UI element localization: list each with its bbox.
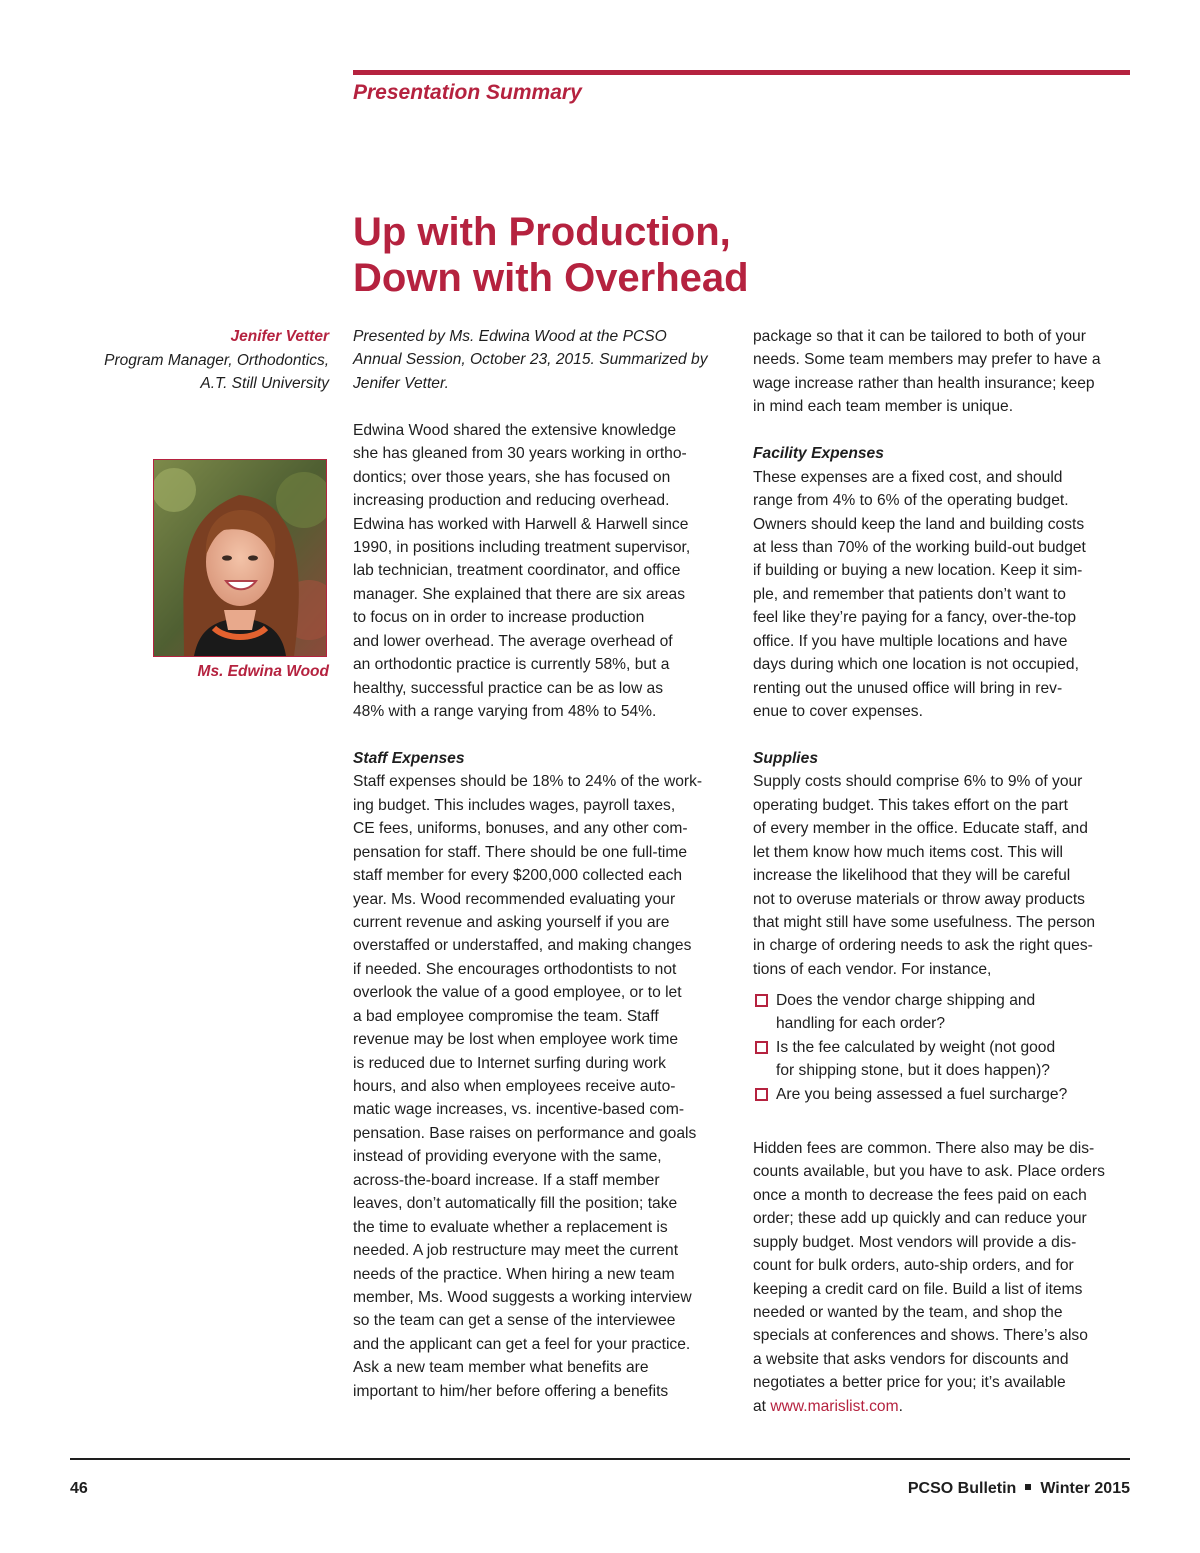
body-line: once a month to decrease the fees paid on each: [753, 1186, 1087, 1204]
body-line: renting out the unused office will bring in rev-: [753, 679, 1063, 697]
body-line: an orthodontic practice is currently 58%, but a: [353, 656, 670, 674]
body-line: keeping a credit card on file. Build a list of items: [753, 1280, 1083, 1298]
body-line: range from 4% to 6% of the operating budget.: [753, 492, 1069, 510]
body-line: dontics; over those years, she has focused on: [353, 468, 671, 486]
body-line: count for bulk orders, auto-ship orders, and for: [753, 1257, 1074, 1275]
body-line: member, Ms. Wood suggests a working interview: [353, 1288, 692, 1306]
paragraph-gap: [353, 395, 733, 418]
column-middle: [353, 325, 733, 1403]
square-separator-icon: [1025, 1484, 1031, 1490]
intro-line: Presented by Ms. Edwina Wood at the PCSO: [353, 328, 667, 345]
body-line: pensation. Base raises on performance and goals: [353, 1124, 697, 1142]
body-line: not to overuse materials or throw away products: [753, 890, 1085, 908]
staff-expenses-heading: Staff Expenses: [353, 749, 465, 767]
list-item-text: Are you being assessed a fuel surcharge?: [776, 1085, 1068, 1103]
body-line: Hidden fees are common. There also may be dis-: [753, 1139, 1095, 1157]
body-line: so the team can get a sense of the interviewee: [353, 1312, 676, 1330]
body-line: healthy, successful practice can be as low as: [353, 679, 664, 697]
body-line: in mind each team member is unique.: [753, 398, 1014, 416]
body-line: and lower overhead. The average overhead of: [353, 632, 673, 650]
body-line: operating budget. This takes effort on the part: [753, 796, 1068, 814]
body-line: specials at conferences and shows. There’s also: [753, 1327, 1088, 1345]
marislist-link[interactable]: www.marislist.com: [770, 1397, 899, 1415]
body-line: order; these add up quickly and can reduce your: [753, 1210, 1087, 1228]
body-line: important to him/her before offering a benefits: [353, 1382, 669, 1400]
body-line: feel like they’re paying for a fancy, over-the-top: [753, 609, 1077, 627]
portrait-photo: [153, 459, 327, 657]
body-line: pensation for staff. There should be one full-time: [353, 843, 688, 861]
body-line: wage increase rather than health insurance; keep: [753, 374, 1095, 392]
body-line: current revenue and asking yourself if you are: [353, 913, 670, 931]
list-item: [753, 1083, 1133, 1106]
body-line: a bad employee compromise the team. Staff: [353, 1007, 659, 1025]
list-item-text: for shipping stone, but it does happen)?: [776, 1062, 1050, 1080]
body-line: needed. A job restructure may meet the current: [353, 1242, 679, 1260]
page-number: 46: [70, 1480, 88, 1497]
body-line: days during which one location is not occupied,: [753, 656, 1079, 674]
author-role: Program Manager, Orthodontics,: [104, 351, 329, 369]
issue-name: Winter 2015: [1040, 1480, 1130, 1497]
body-line: if needed. She encourages orthodontists to not: [353, 960, 677, 978]
paragraph-gap: [753, 1113, 1133, 1136]
list-item-text: Does the vendor charge shipping and: [776, 991, 1036, 1009]
photo-caption: Ms. Edwina Wood: [197, 663, 329, 680]
list-item-text: handling for each order?: [776, 1015, 946, 1033]
header-rule: [353, 70, 1130, 75]
body-line: [753, 1395, 1133, 1418]
body-line: Edwina has worked with Harwell & Harwell since: [353, 515, 689, 533]
body-line: negotiates a better price for you; it’s available: [753, 1374, 1066, 1392]
body-line: CE fees, uniforms, bonuses, and any other com-: [353, 820, 688, 838]
body-line: and the applicant can get a feel for your practice.: [353, 1335, 691, 1353]
body-line: counts available, but you have to ask. Place orders: [753, 1163, 1105, 1181]
body-line: lab technician, treatment coordinator, and office: [353, 562, 681, 580]
body-line: Staff expenses should be 18% to 24% of the work-: [353, 773, 703, 791]
facility-expenses-heading: Facility Expenses: [753, 445, 884, 463]
body-line: is reduced due to Internet surfing during work: [353, 1054, 666, 1072]
body-line: Ask a new team member what benefits are: [353, 1359, 649, 1377]
body-line: needs of the practice. When hiring a new team: [353, 1265, 675, 1283]
body-line: to focus on in order to increase production: [353, 609, 645, 627]
paragraph-gap: [753, 723, 1133, 746]
intro-line: Annual Session, October 23, 2015. Summarized by: [353, 351, 708, 369]
intro-line: Jenifer Vetter.: [353, 374, 449, 392]
footer-rule: [70, 1458, 1130, 1460]
author-byline: [39, 325, 329, 396]
list-gap: [753, 1106, 1133, 1114]
body-line: let them know how much items cost. This will: [753, 843, 1063, 861]
body-line: matic wage increases, vs. incentive-based com-: [353, 1101, 685, 1119]
body-line: that might still have some usefulness. The person: [753, 913, 1096, 931]
body-line: 1990, in positions including treatment supervisor,: [353, 538, 691, 556]
body-line: Owners should keep the land and building costs: [753, 515, 1085, 533]
body-line: leaves, don’t automatically fill the position; take: [353, 1195, 678, 1213]
list-item: [753, 989, 1133, 1036]
body-line: manager. She explained that there are six areas: [353, 585, 686, 603]
author-affiliation: A.T. Still University: [200, 375, 329, 392]
list-gap: [753, 981, 1133, 989]
section-label: Presentation Summary: [353, 81, 582, 104]
body-line: she has gleaned from 30 years working in ortho-: [353, 445, 687, 463]
publication-name: PCSO Bulletin: [907, 1480, 1017, 1497]
body-line: increasing production and reducing overhead.: [353, 492, 670, 510]
body-line: office. If you have multiple locations and have: [753, 632, 1068, 650]
body-line: if building or buying a new location. Keep it sim-: [753, 562, 1083, 580]
body-line: overlook the value of a good employee, or to let: [353, 984, 682, 1002]
body-line: ing budget. This includes wages, payroll taxes,: [353, 796, 676, 814]
final-line-prefix: at: [753, 1397, 771, 1415]
supplies-heading: Supplies: [753, 749, 818, 767]
body-line: These expenses are a fixed cost, and should: [753, 468, 1063, 486]
article-title: [353, 209, 1113, 301]
body-line: the time to evaluate whether a replacement is: [353, 1218, 668, 1236]
body-line: needs. Some team members may prefer to have a: [753, 351, 1101, 369]
author-name: Jenifer Vetter: [230, 328, 329, 345]
body-line: instead of providing everyone with the same,: [353, 1148, 662, 1166]
body-line: supply budget. Most vendors will provide a dis-: [753, 1233, 1077, 1251]
body-line: Edwina Wood shared the extensive knowledge: [353, 421, 677, 439]
body-line: a website that asks vendors for discounts and: [753, 1350, 1069, 1368]
final-line-suffix: .: [898, 1397, 903, 1415]
paragraph-gap: [353, 723, 733, 746]
body-line: increase the likelihood that they will be careful: [753, 867, 1071, 885]
body-line: year. Ms. Wood recommended evaluating your: [353, 890, 676, 908]
title-line: Down with Overhead: [353, 256, 749, 300]
body-line: needed or wanted by the team, and shop the: [753, 1303, 1063, 1321]
body-line: revenue may be lost when employee work time: [353, 1031, 679, 1049]
list-item-text: Is the fee calculated by weight (not good: [776, 1038, 1056, 1056]
square-bullet-icon: [755, 1088, 768, 1101]
body-line: enue to cover expenses.: [753, 703, 923, 720]
body-line: ple, and remember that patients don’t want to: [753, 585, 1066, 603]
body-line: staff member for every $200,000 collected each: [353, 867, 683, 885]
body-line: 48% with a range varying from 48% to 54%.: [353, 703, 657, 720]
paragraph-gap: [753, 419, 1133, 442]
body-line: in charge of ordering needs to ask the right ques-: [753, 937, 1093, 955]
column-right: [753, 325, 1133, 1418]
body-line: Supply costs should comprise 6% to 9% of your: [753, 773, 1083, 791]
body-line: package so that it can be tailored to both of your: [753, 328, 1086, 345]
body-line: across-the-board increase. If a staff member: [353, 1171, 660, 1189]
list-item: [753, 1036, 1133, 1083]
square-bullet-icon: [755, 1041, 768, 1054]
body-line: tions of each vendor. For instance,: [753, 960, 992, 978]
body-line: at less than 70% of the working build-out budget: [753, 538, 1086, 556]
title-line: Up with Production,: [353, 210, 731, 254]
body-line: hours, and also when employees receive auto-: [353, 1078, 676, 1095]
square-bullet-icon: [755, 994, 768, 1007]
body-line: overstaffed or understaffed, and making changes: [353, 937, 692, 955]
footer-publication: [908, 1480, 1130, 1498]
body-line: of every member in the office. Educate staff, and: [753, 820, 1088, 838]
